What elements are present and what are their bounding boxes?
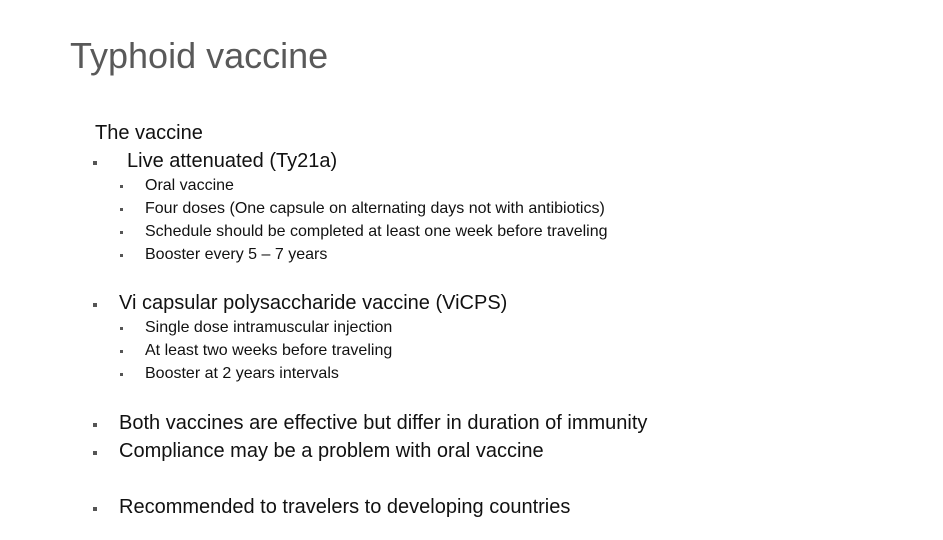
- intro-text: The vaccine: [95, 122, 203, 144]
- bullet-icon: [120, 373, 123, 376]
- bullet-icon: [93, 161, 97, 165]
- list-item: Schedule should be completed at least one week before traveling: [145, 223, 608, 240]
- bullet-icon: [93, 451, 97, 455]
- bullet-icon: [120, 185, 123, 188]
- note-text: Both vaccines are effective but differ in duration of immunity: [119, 412, 648, 434]
- section-heading-vicps: Vi capsular polysaccharide vaccine (ViCPS): [119, 292, 508, 314]
- bullet-icon: [120, 208, 123, 211]
- bullet-icon: [120, 254, 123, 257]
- bullet-icon: [93, 303, 97, 307]
- slide-title: Typhoid vaccine: [70, 35, 329, 76]
- list-item: Booster at 2 years intervals: [145, 365, 339, 382]
- list-item: Oral vaccine: [145, 177, 234, 194]
- bullet-icon: [120, 231, 123, 234]
- list-item: Booster every 5 – 7 years: [145, 246, 328, 263]
- bullet-icon: [93, 423, 97, 427]
- list-item: At least two weeks before traveling: [145, 342, 393, 359]
- bullet-icon: [120, 350, 123, 353]
- bullet-icon: [93, 507, 97, 511]
- section-heading-live: Live attenuated (Ty21a): [127, 150, 338, 172]
- list-item: Single dose intramuscular injection: [145, 319, 393, 336]
- bullet-icon: [120, 327, 123, 330]
- note-text: Recommended to travelers to developing countries: [119, 496, 571, 518]
- note-text: Compliance may be a problem with oral vaccine: [119, 440, 544, 462]
- list-item: Four doses (One capsule on alternating days not with antibiotics): [145, 200, 605, 217]
